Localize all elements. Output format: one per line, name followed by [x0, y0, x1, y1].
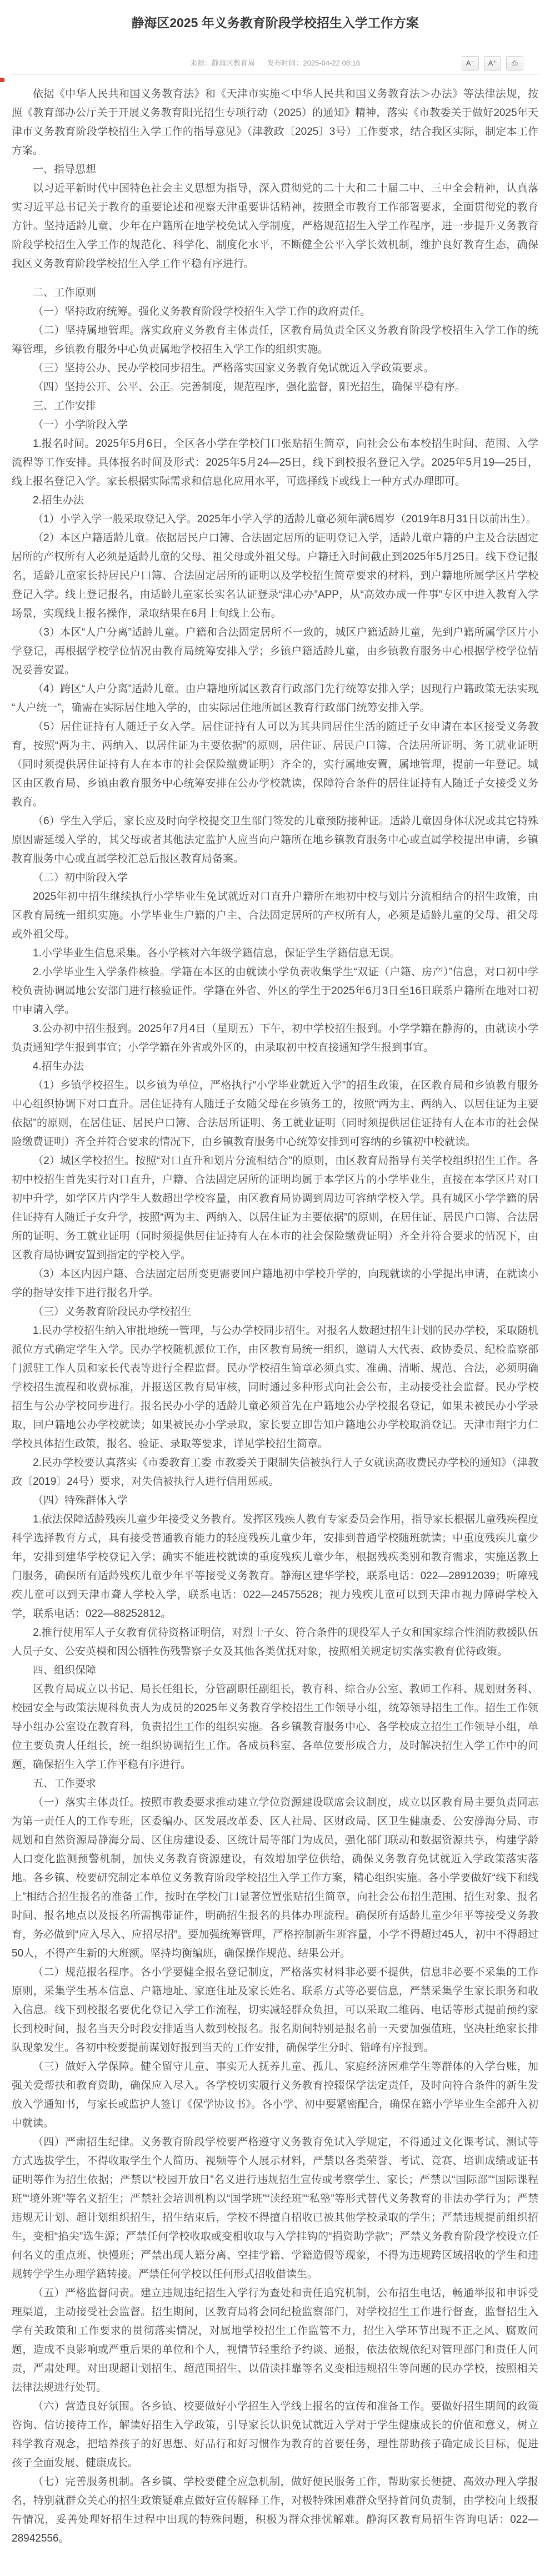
red-edge-marker: [0, 78, 4, 82]
paragraph: 2025年初中招生继续执行小学毕业生免试就近对口直升户籍所在地初中校与划片分流相结合的招生政策，由区教育局统一组织实施。小学毕业生户籍的户主、合法固定居所的产权所有人，必须是适龄儿童的父母、祖父母或外祖父母。: [12, 891, 538, 940]
paragraph: 2.招生办法: [33, 495, 84, 506]
paragraph: （七）完善服务机制。各乡镇、学校要健全应急机制，做好便民服务工作，帮助家长便捷、高效办理入学报名，特别就群众关心的招生政策疑难点做好宣传解释工作，对极特殊困难群众坚持首问负责制，由学校向上级报告情况，妥善处理好招生过程中出现的特殊问题，积极为群众排忧解难。静海区教育局招生咨询电话：022—28942556。: [12, 2476, 538, 2544]
paragraph: 1.民办学校招生纳入审批地统一管理，与公办学校同步招生。对报名人数超过招生计划的民办学校，采取随机派位方式确定学生入学。民办学校随机派位工作，由区教育局统一组织，邀请人大代表、政协委员、纪检监察部门派驻工作人员和家长代表等进行全程监督。民办学校招生简章必须真实、准确、清晰、规范、合法，必须明确学校招生流程和收费标准，并报送区教育局审核，同时通过多种形式向社会公布，主动接受社会监督。民办学校招生与公办学校同步进行。报名民办小学的适龄儿童必须首先在户籍地公办学校报名登记，如果未被民办小学录取，回户籍地公办学校就读；如果被民办小学录取，家长要立即告知户籍地公办学校取消登记。天津市翔宇力仁学校具体招生政策，报名、验证、录取等要求，详见学校招生简章。: [12, 1325, 538, 1450]
section-heading: （二）初中阶段入学: [33, 872, 128, 884]
section-heading: （三）坚持公办、民办学校同步招生。严格落实国家义务教育免试就近入学政策要求。: [33, 362, 434, 374]
paragraph: （4）跨区“人户分离”适龄儿童。由户籍地所属区教育行政部门先行统筹安排入学；因现行户籍政策无法实现“人户统一”，确需在实际居住地入学的，由实际居住地所属区教育行政部门统筹安排入学。: [12, 683, 538, 714]
paragraph: （2）本区户籍适龄儿童。依据居民户口簿、合法固定居所的证明登记入学，适龄儿童户籍的户主及合法固定居所的产权所有人必须是适龄儿童的父母、祖父母或外祖父母。户籍迁入时间截止到2025年5月25日。线下登记报名，适龄儿童家长持居民户口簿、合法固定居所的证明以及学校招生简章要求的材料，到户籍地所属学区片学校登记入学。线上登记报名，由适龄儿童家长实名认证登录“津心办”APP，从“高效办成一件事”专区中进入教育入学场景，实现线上报名操作，录取结果在6月上旬线上公布。: [12, 532, 538, 619]
paragraph: （1）小学入学一般采取登记入学。2025年小学入学的适龄儿童必须年满6周岁（2019年8月31日以前出生）。: [33, 513, 537, 525]
paragraph: （2）城区学校招生。按照“对口直升和划片分流相结合”的原则，由区教育局指导有关学校组织招生工作。各初中校招生首先实行对口直升，户籍、合法固定居所的证明均属于本学区片的小学毕业生，直接在本学区片对口初中升学，如学区片内学生人数超出学校容量，由区教育局协调到周边可容纳学校入学。具有城区小学学籍的居住证持有人随迁子女升学，按照“两为主、两纳入、以居住证为主要依据”的原则，在居住证、居民户口簿、合法居所的证明、务工就业证明（同时须提供居住证持有人在本市的社会保险缴费证明）齐全并符合要求的情况下，由区教育局协调安置到指定的学校入学。: [12, 1155, 538, 1261]
font-decrease-button[interactable]: [462, 56, 479, 70]
meta-source: 来源：静海区教育局: [189, 59, 255, 67]
section-heading: 四、组织保障: [33, 1665, 97, 1676]
section-heading: （二）坚持属地管理。落实政府义务教育主体责任，区教育局负责全区义务教育阶段学校招生入学工作的统筹管理，乡镇教育服务中心负责属地学校招生入学工作的组织实施。: [12, 325, 538, 355]
article-body: [0, 75, 550, 2576]
paragraph: 以习近平新时代中国特色社会主义思想为指导，深入贯彻党的二十大和二十届二中、三中全会精神，认真落实习近平总书记关于教育的重要论述和视察天津重要讲话精神，按照全市教育工作部署要求，全面贯彻党的教育方针。坚持适龄儿童、少年在户籍所在地学校免试入学制度，严格规范招生入学工作程序，进一步提升义务教育阶段学校招生入学工作的规范化、科学化、制度化水平，不断健全公平入学长效机制，维护良好教育生态，确保我区义务教育阶段学校招生入学工作平稳有序进行。: [12, 183, 538, 270]
printer-icon: ⎙: [512, 59, 518, 67]
paragraph: （6）学生入学后，家长应及时向学校提交卫生部门签发的儿童预防接种证。适龄儿童因身体状况或其它特殊原因需延缓入学的，其父母或者其他法定监护人应当向户籍所在地乡镇教育服务中心或直属学校提出申请，乡镇教育服务中心或直属学校汇总后报区教育局备案。: [12, 815, 538, 865]
section-heading: （四）坚持公开、公平、公正。完善制度，规范程序，强化监督，阳光招生，确保平稳有序。: [33, 381, 466, 393]
meta-publish-time: 发布时间：2025-04-22 08:16: [267, 59, 361, 67]
paragraph: 区教育局成立以书记、局长任组长，分管副职任副组长，教育科、综合办公室、教师工作科、规划财务科、校园安全与政策法规科负责人为成员的2025年义务教育学校招生工作领导小组，统筹领导招生工作。招生工作领导小组办公室设在教育科，负责招生工作的组织实施。各乡镇教育服务中心、各学校成立招生工作领导小组，单位主要负责人任组长，统一组织协调招生工作。各成员科室、各单位要形成合力，及时解决招生入学工作中的问题，确保招生入学工作平稳有序进行。: [12, 1683, 538, 1771]
paragraph: （二）规范报名程序。各小学要健全报名登记制度，严格落实材料非必要不提供，信息非必要不采集的工作原则，采集学生基本信息、户籍地址、家庭住址及家长姓名、联系方式等必要信息，严禁采集学生家长职务和收入信息。线下到校报名要优化登记入学工作流程，切实减轻群众负担，可以采取二维码、电话等形式提前预约家长到校时间，报名当天分时段安排适当人数到校报名。报名期间特别是报名前一天要加强值班，坚决杜绝家长排队现象发生。各初中校要提前谋划好报到当天的工作安排，确保学生分时、错峰有序报到。: [12, 1967, 538, 2054]
paragraph: 3.公办初中招生报到。2025年7月4日（星期五）下午，初中学校招生报到。小学学籍在静海的，由就读小学负责通知学生报到事宜；小学学籍在外省或外区的，由录取初中校直接通知学生报到事宜。: [12, 1023, 538, 1053]
paragraph: 4.招生办法: [33, 1061, 84, 1072]
section-heading: （一）小学阶段入学: [33, 419, 128, 431]
paragraph: （一）落实主体责任。按照市教委要求推动建立学位资源建设联席会议制度，成立以区教育局主要负责同志为第一责任人的工作专班，区委编办、区发展改革委、区人社局、区财政局、区卫生健康委、公安静海分局、市规划和自然资源局静海分局、区住房建设委、区统计局等部门为成员，强化部门联动和数据资源共享，构建学龄人口变化监测预警机制，加快义务教育资源建设，有效增加学位供给，确保义务教育免试就近入学政策落实落地。各乡镇、校要研究制定本单位义务教育阶段学校招生入学工作方案，精心组织实施。各小学要做好“线下和线上”相结合招生报名的准备工作，按时在学校门口显著位置张贴招生简章，向社会公布招生范围、招生对象、报名时间、报名地点以及报名所需携带证件，明确招生报名的具体办理流程。确保所有适龄儿童少年平等接受义务教育，务必做到“应入尽入、应招尽招”。要加强统筹管理，严格控制新生班容量，小学不得超过45人，初中不得超过50人，不得产生新的大班额。坚持均衡编班，确保操作规范、结果公开。: [12, 1797, 538, 1959]
font-increase-icon: A⁺: [488, 59, 497, 67]
section-heading: 一、指导思想: [33, 164, 97, 175]
font-decrease-icon: A⁻: [466, 59, 475, 67]
article-meta-row: [0, 56, 550, 72]
page-title: 静海区2025 年义务教育阶段学校招生入学工作方案: [131, 16, 419, 30]
section-heading: 五、工作要求: [33, 1778, 97, 1789]
article-toolbar: [462, 56, 523, 70]
section-heading: 三、工作安排: [33, 400, 97, 412]
paragraph: 1.小学毕业生信息采集。各小学核对六年级学籍信息，保证学生学籍信息无误。: [33, 947, 401, 959]
paragraph: 2.小学毕业生入学条件核验。学籍在本区的由就读小学负责收集学生“双证（户籍、房产）”信息，对口初中学校负责协调属地公安部门进行核验证件。学籍在外省、外区的学生于2025年6月3日至16日联系户籍所在地对口初中申请入学。: [12, 966, 538, 1016]
section-heading: （四）特殊群体入学: [33, 1495, 128, 1506]
font-increase-button[interactable]: [484, 56, 501, 70]
print-button[interactable]: [506, 56, 523, 70]
paragraph: 2.民办学校要认真落实《市委教育工委 市教委关于限制失信被执行人子女就读高收费民办学校的通知》（津教政〔2019〕24号）要求，对失信被执行人进行信用惩戒。: [12, 1457, 538, 1488]
paragraph: （5）居住证持有人随迁子女入学。居住证持有人可以为其共同居住生活的随迁子女申请在本区接受义务教育，按照“两为主、两纳入、以居住证为主要依据”的原则，居住证、居民户口簿、合法居所证明、务工就业证明（同时须提供居住证持有人在本市的社会保险缴费证明）齐全的，实行属地安置，属地管理，提前一年登记。城区由区教育局、乡镇由教育服务中心统筹安排在公办学校就读，保障符合条件的居住证持有人随迁子女接受义务教育。: [12, 721, 538, 808]
section-heading: （三）义务教育阶段民办学校招生: [33, 1306, 192, 1318]
section-heading: （一）坚持政府统筹。强化义务教育阶段学校招生入学工作的政府责任。: [33, 306, 371, 317]
paragraph: 2.推行使用军人子女教育优待资格证明信，对烈士子女、符合条件的现役军人子女和国家综合性消防救援队伍人员子女、公安英模和因公牺牲伤残警察子女及其他各类优抚对象，按照相关规定切实落实教育优待政策。: [12, 1627, 538, 1657]
section-heading: 二、工作原则: [33, 287, 97, 299]
paragraph: （六）营造良好氛围。各乡镇、校要做好小学招生入学线上报名的宣传和准备工作。要做好招生期间的政策咨询、信访接待工作，解读好招生入学政策，引导家长认识免试就近入学对于学生健康成长的价值和意义，树立科学教育观念，把培养孩子的好思想、好品行和好习惯作为教育的首要任务，理性帮助孩子确定成长目标，促进孩子全面发展、健康成长。: [12, 2401, 538, 2469]
paragraph: （五）严格监督问责。建立违规违纪招生入学行为查处和责任追究机制，公布招生电话，畅通举报和申诉受理渠道，主动接受社会监督。招生期间，区教育局将会同纪检监察部门，对学校招生工作进行督查，监督招生入学有关政策和工作要求的贯彻落实情况，对属地学校招生工作监管不力，招生入学环节出现不正之风、腐败问题，造成不良影响或严重后果的单位和个人，视情节轻重给予约谈、通报，依法依规依纪对管理部门和责任人问责，严肃处理。对出现超计划招生、超范围招生、以借读挂靠等名义变相违规招生等问题的民办学校，按照相关法律法规进行处罚。: [12, 2287, 538, 2393]
paragraph: （3）本区内因户籍、合法固定居所变更需要回户籍地初中学校升学的，向现就读的小学提出申请，在就读小学的指导安排下进行报名升学。: [12, 1268, 538, 1299]
paragraph: （三）做好入学保障。健全留守儿童、事实无人抚养儿童、孤儿、家庭经济困难学生等群体的入学台账，加强关爱帮扶和教育资助，确保应入尽入。各学校切实履行义务教育控辍保学法定责任，及时向符合条件的新生发放入学通知书，与家长或监护人签订《保学协议书》。各小学、初中要紧密配合，确保在籍小学毕业生全部升入初中就读。: [12, 2061, 538, 2129]
paragraph: （四）严肃招生纪律。义务教育阶段学校要严格遵守义务教育免试入学规定，不得通过文化课考试、测试等方式选拔学生，不得收取学生个人简历、视频等个人展示材料，严禁以各类荣誉、考试、竞赛、培训成绩或证书证明等作为招生依据；严禁以“校园开放日”名义进行违规招生宣传或考察学生、家长；严禁以“国际部”“国际课程班”“境外班”等名义招生；严禁社会培训机构以“国学班”“读经班”“私塾”等形式替代义务教育的非法办学行为；严禁违规无计划、超计划组织招生，招生结束后，学校不得擅自招收已被其他学校录取的学生；严禁违规提前组织招生，变相“掐尖”选生源；严禁任何学校收取或变相收取与入学挂钩的“捐资助学款”；严禁义务教育阶段学校设立任何名义的重点班、快慢班；严禁出现人籍分离、空挂学籍、学籍造假等现象，不得为违规跨区域招收的学生和违规转学学生办理学籍转接。严禁任何学校以任何形式招收借读生。: [12, 2136, 538, 2280]
paragraph: （3）本区“人户分离”适龄儿童。户籍和合法固定居所不一致的，城区户籍适龄儿童，先到户籍所属学区片小学登记，再根据学校学位情况由教育局统筹安排入学；乡镇户籍适龄儿童，由乡镇教育服务中心根据学校学位情况妥善安置。: [12, 627, 538, 676]
paragraph: 1.报名时间。2025年5月6日，全区各小学在学校门口张贴招生简章，向社会公布本校招生时间、范围、入学流程等工作安排。具体报名时间及形式：2025年5月24—25日，线下到校报名登记入学。2025年5月19—25日，线上报名登记入学。家长根据实际需求和信息化应用水平，可选择线下或线上一种方式办理即可。: [12, 438, 538, 487]
paragraph: 1.依法保障适龄残疾儿童少年接受义务教育。发挥区残疾人教育专家委员会作用，指导家长根据儿童残疾程度科学选择教育方式，具有接受普通教育能力的轻度残疾儿童少年，安排到普通学校随班就读；中重度残疾儿童少年，安排到建华学校登记入学；确实不能进校就读的重度残疾儿童少年，根据残疾类别和教育需求，实施送教上门服务，确保所有适龄残疾儿童少年平等接受义务教育。静海区建华学校，联系电话：022—28912039；听障残疾儿童可以到天津市聋人学校入学，联系电话：022—24575528；视力残疾儿童可以到天津市视力障碍学校入学，联系电话：022—88252812。: [12, 1514, 538, 1620]
paragraph: 依据《中华人民共和国义务教育法》和《天津市实施＜中华人民共和国义务教育法＞办法》等法律法规，按照《教育部办公厅关于开展义务教育阳光招生专项行动（2025）的通知》精神，落实《市教委关于做好2025年天津市义务教育阶段学校招生入学工作的指导意见》（津教政〔2025〕3号）工作要求，结合我区实际，制定本工作方案。: [12, 88, 538, 157]
paragraph: （1）乡镇学校招生。以乡镇为单位，严格执行“小学毕业就近入学”的招生政策，在区教育局和乡镇教育服务中心组织协调下对口直升。居住证持有人随迁子女随父母在乡镇务工的，按照“两为主、两纳入、以居住证为主要依据”的原则，在居住证、居民户口簿、合法居所证明、务工就业证明（同时须提供居住证持有人在本市的社会保险缴费证明）齐全并符合要求的情况下，由乡镇教育服务中心统筹安排到可容纳的乡镇初中校就读。: [12, 1080, 538, 1148]
